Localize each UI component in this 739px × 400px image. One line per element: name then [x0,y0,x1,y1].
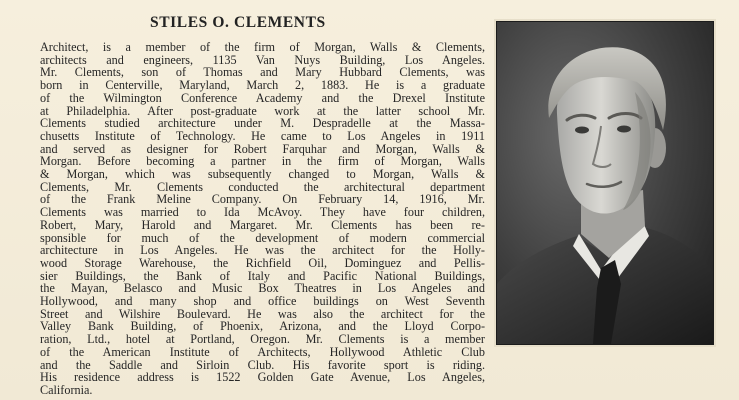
bio-line: Morgan. Before becoming a partner in the firm of Morgan, Walls [40,154,485,169]
bio-line: the Mayan, Belasco and Music Box Theatres in Los Angeles and [40,281,485,296]
bio-line: sier Buildings, the Bank of Italy and Pacific National Buildings, [40,268,485,283]
bio-line: His residence address is 1522 Golden Gate Avenue, Los Angeles, [40,370,485,385]
bio-line: Street and Wilshire Boulevard. He was also the architect for the [40,306,485,321]
bio-line: architecture in Los Angeles. He was the architect for the Holly- [40,243,485,258]
bio-line: Clements, Mr. Clements conducted the architectural department [40,179,485,194]
bio-line: of the Frank Meline Company. On February 14, 1916, Mr. [40,192,485,207]
portrait-illustration [497,22,713,344]
bio-line: of the American Institute of Architects, Hollywood Athletic Club [40,344,485,359]
bio-line: Architect, is a member of the firm of Morgan, Walls & Clements, [40,40,485,54]
portrait-photo [496,21,714,345]
bio-line: Valley Bank Building, of Phoenix, Arizona, and the Lloyd Corpo- [40,319,485,334]
bio-line: & Morgan, which was subsequently changed to Morgan, Walls & [40,167,485,182]
bio-line: Clements studied architecture under M. Despradelle at the Massa- [40,116,485,131]
bio-line: Hollywood, and many shop and office buildings on West Seventh [40,294,485,309]
bio-line: and the Saddle and Sirloin Club. His favorite sport is riding. [40,357,485,372]
bio-line: Robert, Mary, Harold and Margaret. Mr. Clements has been re- [40,217,485,232]
page-title: STILES O. CLEMENTS [150,14,326,31]
bio-line: California. [40,382,93,397]
bio-line: sponsible for much of the development of modern commercial [40,230,485,245]
bio-line: wood Storage Warehouse, the Richfield Oil, Dominguez and Pellis- [40,255,485,270]
bio-line: chusetts Institute of Technology. He came to Los Angeles in 1911 [40,128,485,143]
bio-line: and served as designer for Robert Farquhar and Morgan, Walls & [40,141,485,156]
bio-line: born in Centerville, Maryland, March 2, 1883. He is a graduate [40,78,485,93]
bio-line: of the Wilmington Conference Academy and the Drexel Institute [40,90,485,105]
bio-line: at Philadelphia. After post-graduate work at the latter school Mr. [40,103,485,118]
bio-line: architects and engineers, 1135 Van Nuys Building, Los Angeles. [40,52,485,67]
bio-line: Clements was married to Ida McAvoy. They have four children, [40,205,485,220]
bio-line: ration, Ltd., hotel at Portland, Oregon. Mr. Clements is a member [40,332,485,347]
biography-text [40,41,485,397]
bio-line: Mr. Clements, son of Thomas and Mary Hubbard Clements, was [40,65,485,80]
